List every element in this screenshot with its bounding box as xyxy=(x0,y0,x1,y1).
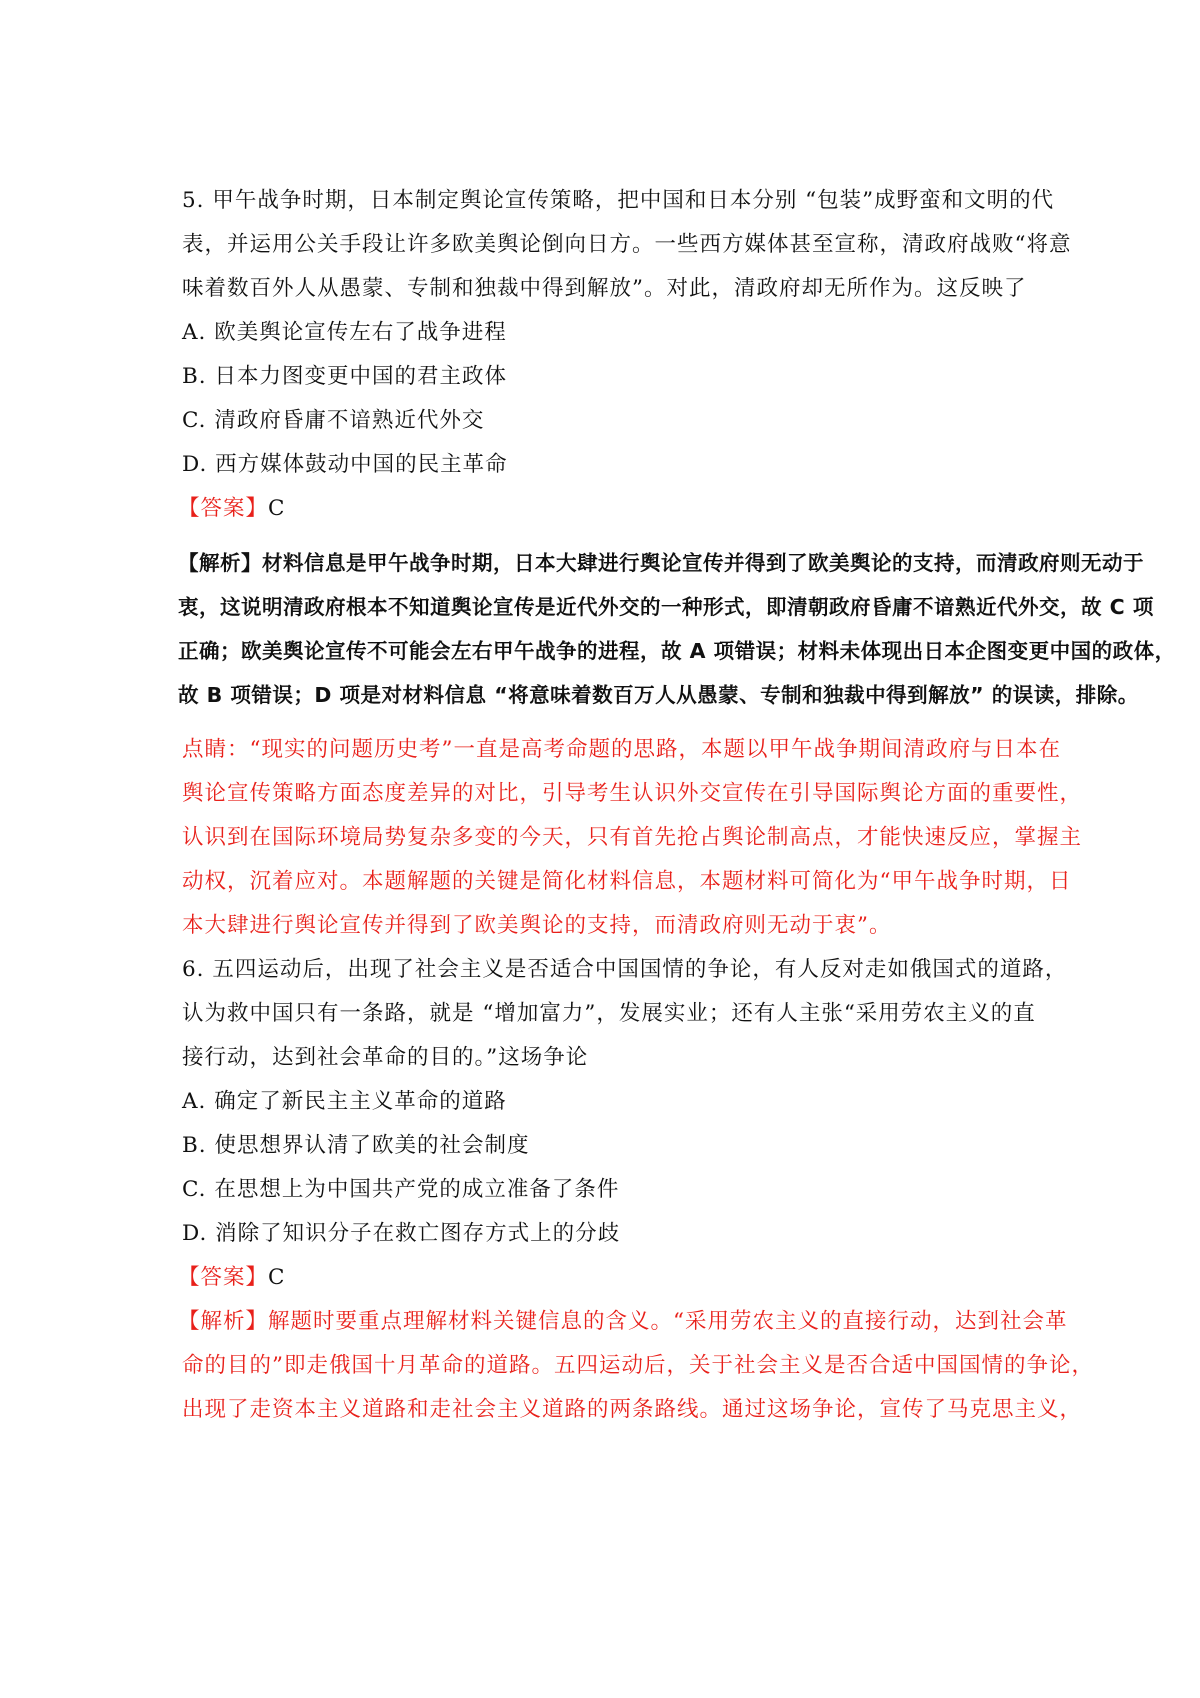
q5-answer-tag: 【答案】 xyxy=(178,496,269,521)
q5-answer-value: C xyxy=(268,496,286,521)
q6-option-c: C. 在思想上为中国共产党的成立准备了条件 xyxy=(182,1177,620,1202)
q6-stem-line-3: 接行动，达到社会革命的目的。”这场争论 xyxy=(182,1045,589,1070)
q5-stem-line-3: 味着数百外人从愚蒙、专制和独裁中得到解放”。对此，清政府却无所作为。这反映了 xyxy=(182,276,1027,301)
q6-analysis-line-3: 出现了走资本主义道路和走社会主义道路的两条路线。通过这场争论，宣传了马克思主义， xyxy=(182,1397,1083,1422)
q5-tip-line-4: 动权，沉着应对。本题解题的关键是简化材料信息，本题材料可简化为“甲午战争时期，日 xyxy=(182,869,1072,894)
q5-tip-line-1: 点睛：“现实的问题历史考”一直是高考命题的思路，本题以甲午战争期间清政府与日本在 xyxy=(182,737,1061,762)
q5-stem-line-1: 5. 甲午战争时期，日本制定舆论宣传策略，把中国和日本分别 “包装”成野蛮和文明的代 xyxy=(182,188,1055,213)
q5-option-d: D. 西方媒体鼓动中国的民主革命 xyxy=(182,452,508,477)
q5-option-a: A. 欧美舆论宣传左右了战争进程 xyxy=(182,320,507,345)
q6-answer-tag: 【答案】 xyxy=(178,1265,269,1290)
q6-option-d: D. 消除了知识分子在救亡图存方式上的分歧 xyxy=(182,1221,621,1246)
q5-tip-line-3: 认识到在国际环境局势复杂多变的今天，只有首先抢占舆论制高点，才能快速反应，掌握主 xyxy=(182,825,1083,850)
q6-analysis-tag: 【解析】 xyxy=(178,1309,269,1334)
q6-analysis-text-1: 解题时要重点理解材料关键信息的含义。“采用劳农主义的直接行动，达到社会革 xyxy=(268,1309,1068,1334)
q5-analysis-text-1: 材料信息是甲午战争时期，日本大肆进行舆论宣传并得到了欧美舆论的支持，而清政府则无动于 xyxy=(262,551,1144,575)
q5-answer xyxy=(178,494,285,524)
q5-tip-line-2: 舆论宣传策略方面态度差异的对比，引导考生认识外交宣传在引导国际舆论方面的重要性， xyxy=(182,781,1083,806)
q6-answer-value: C xyxy=(268,1265,286,1290)
q5-analysis-tag: 【解析】 xyxy=(178,551,262,575)
q6-analysis-line-2: 命的目的”即走俄国十月革命的道路。五四运动后，关于社会主义是否合适中国国情的争论， xyxy=(182,1353,1094,1378)
q5-tip-line-5: 本大肆进行舆论宣传并得到了欧美舆论的支持，而清政府则无动于衷”。 xyxy=(182,913,892,938)
q5-option-c: C. 清政府昏庸不谙熟近代外交 xyxy=(182,408,485,433)
q5-analysis-line-2: 衷，这说明清政府根本不知道舆论宣传是近代外交的一种形式，即清朝政府昏庸不谙熟近代外交，故 C 项 xyxy=(178,595,1154,619)
q6-answer xyxy=(178,1263,285,1293)
q5-analysis-line-1 xyxy=(178,548,1144,578)
q6-option-a: A. 确定了新民主主义革命的道路 xyxy=(182,1089,507,1114)
q5-stem-line-2: 表，并运用公关手段让许多欧美舆论倒向日方。一些西方媒体甚至宣称，清政府战败“将意 xyxy=(182,232,1072,257)
q5-analysis-line-4: 故 B 项错误；D 项是对材料信息 “将意味着数百万人从愚蒙、专制和独裁中得到解放” 的误读，排除。 xyxy=(178,683,1139,707)
q6-option-b: B. 使思想界认清了欧美的社会制度 xyxy=(182,1133,530,1158)
q6-stem-line-2: 认为救中国只有一条路，就是 “增加富力”，发展实业；还有人主张“采用劳农主义的直 xyxy=(182,1001,1036,1026)
q6-stem-line-1: 6. 五四运动后，出现了社会主义是否适合中国国情的争论，有人反对走如俄国式的道路， xyxy=(182,957,1068,982)
q5-option-b: B. 日本力图变更中国的君主政体 xyxy=(182,364,507,389)
q6-analysis-line-1 xyxy=(178,1307,1068,1337)
q5-analysis-line-3: 正确；欧美舆论宣传不可能会左右甲午战争的进程，故 A 项错误；材料未体现出日本企图变更中国的政体， xyxy=(178,639,1176,663)
